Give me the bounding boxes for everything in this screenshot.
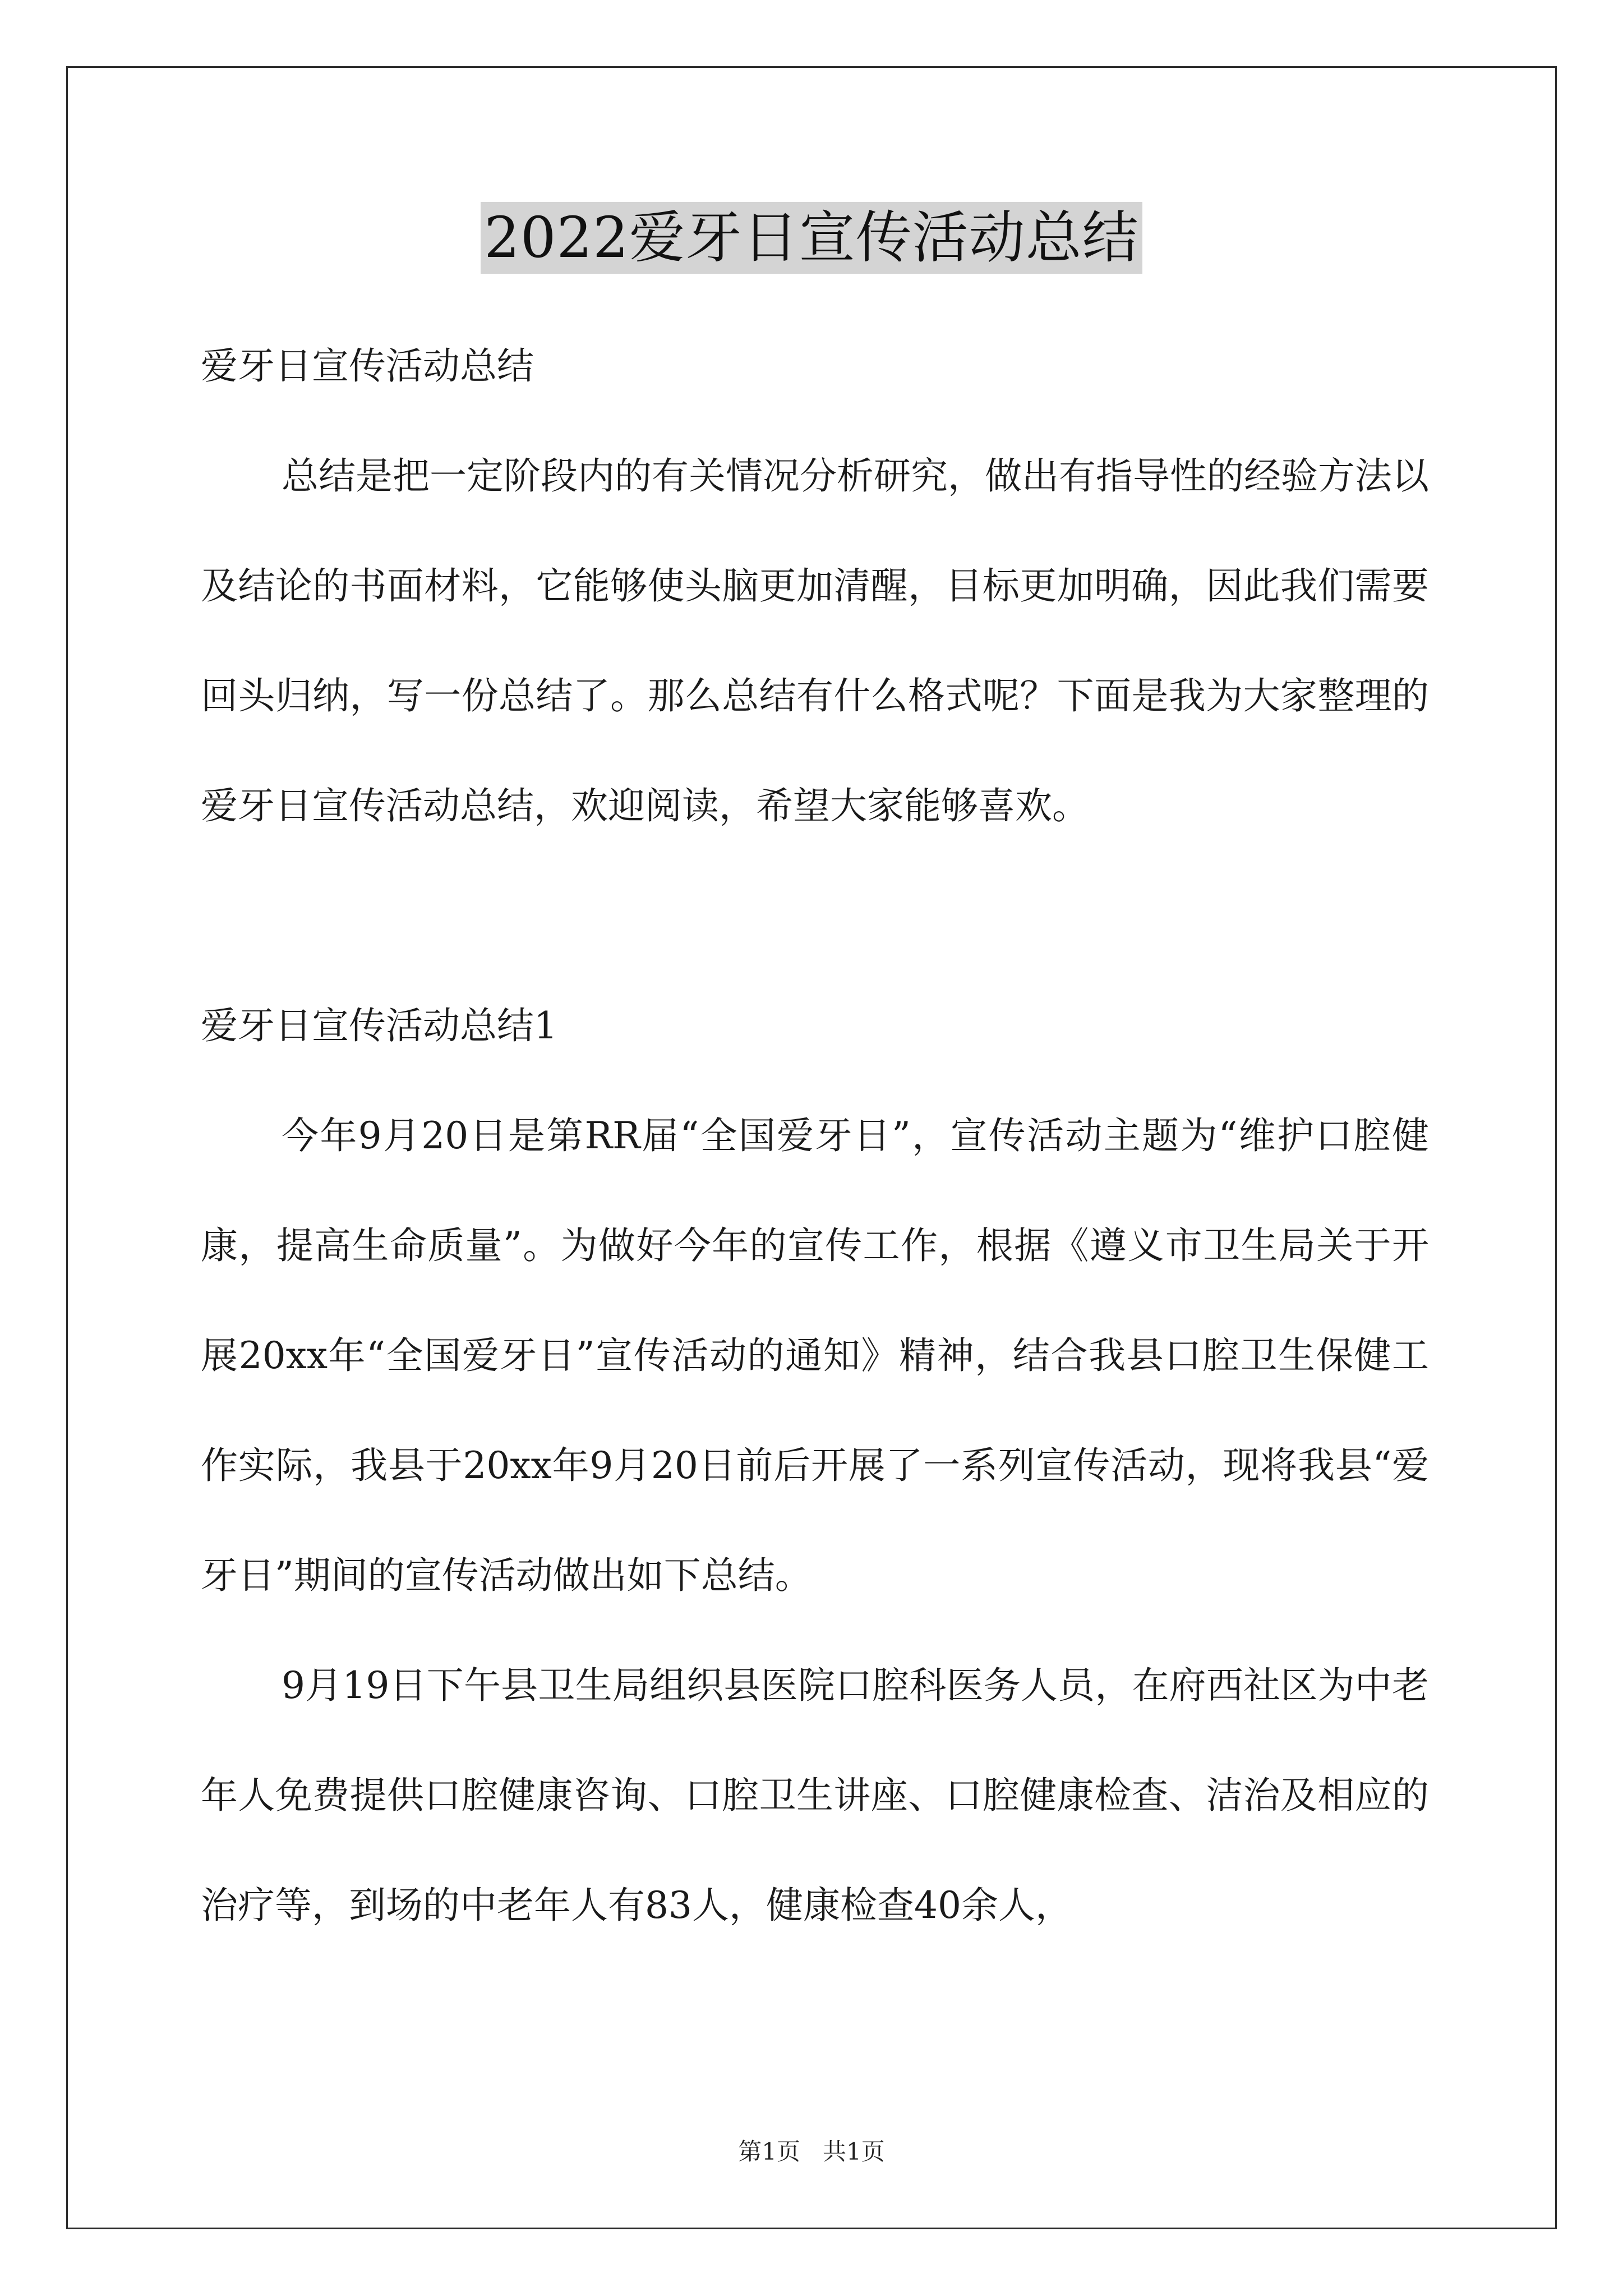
- section-heading: 爱牙日宣传活动总结1: [201, 1004, 557, 1047]
- document-body: [201, 311, 1429, 1961]
- section-spacer: [201, 861, 1429, 971]
- section-paragraph-2: 9月19日下午县卫生局组织县医院口腔科医务人员，在府西社区为中老年人免费提供口腔健康咨询、口腔卫生讲座、口腔健康检查、洁治及相应的治疗等，到场的中老年人有83人，健康检查40余人，: [201, 1664, 1429, 1927]
- title-block: [0, 202, 1623, 274]
- subtitle-heading: 爱牙日宣传活动总结: [201, 344, 534, 388]
- page-footer: 第1页 共1页: [738, 2138, 885, 2165]
- section-paragraph-1: 今年9月20日是第RR届“全国爱牙日”，宣传活动主题为“维护口腔健康，提高生命质量”。为做好今年的宣传工作，根据《遵义市卫生局关于开展20xx年“全国爱牙日”宣传活动的通知》精神，结合我县口腔卫生保健工作实际，我县于20xx年9月20日前后开展了一系列宣传活动，现将我县“爱牙日”期间的宣传活动做出如下总结。: [201, 1114, 1429, 1597]
- intro-paragraph: 总结是把一定阶段内的有关情况分析研究，做出有指导性的经验方法以及结论的书面材料，它能够使头脑更加清醒，目标更加明确，因此我们需要回头归纳，写一份总结了。那么总结有什么格式呢？下面是我为大家整理的爱牙日宣传活动总结，欢迎阅读，希望大家能够喜欢。: [201, 454, 1429, 827]
- document-title: 2022爱牙日宣传活动总结: [481, 202, 1142, 274]
